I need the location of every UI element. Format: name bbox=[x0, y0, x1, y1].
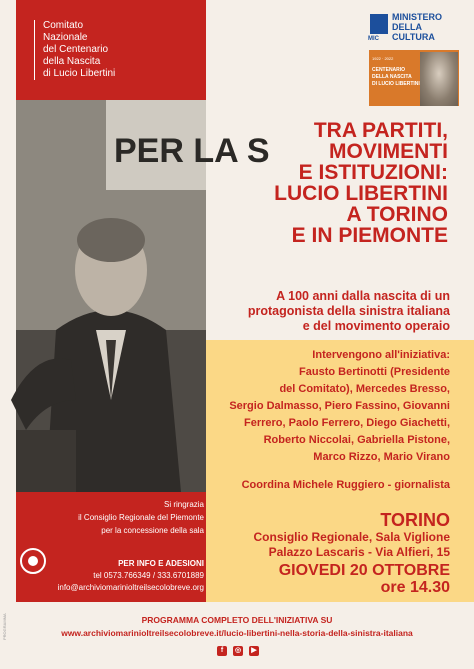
ministry-mic: MIC bbox=[368, 36, 379, 42]
social-icons bbox=[217, 646, 259, 656]
contact-info bbox=[40, 558, 204, 594]
thanks-line: il Consiglio Regionale del Piemonte bbox=[78, 513, 204, 522]
speakers-line: Roberto Niccolai, Gabriella Pistone, bbox=[263, 434, 450, 446]
speakers-line: del Comitato), Mercedes Bresso, bbox=[279, 383, 450, 395]
committee-line: Comitato bbox=[43, 20, 84, 31]
subtitle-line: A 100 anni dalla nascita di un bbox=[276, 289, 450, 303]
coordinator: Coordina Michele Ruggiero - giornalista bbox=[241, 479, 450, 491]
thanks-line: Si ringrazia bbox=[163, 500, 204, 509]
date-line: GIOVEDI 20 OTTOBRE bbox=[278, 562, 450, 579]
banner-text: PER LA S bbox=[114, 132, 270, 170]
speakers-list bbox=[212, 347, 450, 466]
footer-url[interactable]: www.archiviomarinioltreilsecolobreve.it/lucio-libertini-nella-storia-della-sinistra-italiana bbox=[61, 628, 413, 638]
centenary-portrait bbox=[420, 52, 458, 106]
instagram-icon[interactable]: ◎ bbox=[234, 647, 242, 654]
speakers-line: Fausto Bertinotti (Presidente bbox=[299, 366, 450, 378]
info-title: PER INFO E ADESIONI bbox=[118, 559, 204, 568]
headline-line: E ISTITUZIONI: bbox=[298, 161, 448, 184]
event-venue bbox=[212, 530, 450, 560]
footer-title: PROGRAMMA COMPLETO DELL'INIZIATIVA SU bbox=[141, 615, 333, 625]
centenary-line: DELLA NASCITA bbox=[372, 74, 412, 80]
info-phone[interactable]: tel 0573.766349 / 333.6701889 bbox=[93, 571, 204, 580]
centenary-line: DI LUCIO LIBERTINI bbox=[372, 81, 420, 87]
speakers-line: Intervengono all'iniziativa: bbox=[312, 349, 450, 361]
ministry-line: DELLA bbox=[392, 22, 422, 32]
subtitle bbox=[214, 289, 450, 334]
subtitle-line: protagonista della sinistra italiana bbox=[247, 304, 450, 318]
headline-line: E IN PIEMONTE bbox=[291, 224, 448, 247]
speakers-line: Sergio Dalmasso, Piero Fassino, Giovanni bbox=[229, 400, 450, 412]
info-email[interactable]: info@archiviomarinioltreilsecolobreve.org bbox=[57, 583, 204, 592]
speakers-line: Marco Rizzo, Mario Virano bbox=[313, 451, 450, 463]
committee-name bbox=[34, 20, 194, 80]
centenary-years: 1922 · 2022 bbox=[372, 56, 394, 61]
venue-line: Palazzo Lascaris - Via Alfieri, 15 bbox=[268, 545, 450, 559]
subtitle-line: e del movimento operaio bbox=[302, 319, 450, 333]
venue-line: Consiglio Regionale, Sala Viglione bbox=[253, 530, 450, 544]
thanks-line: per la concessione della sala bbox=[101, 526, 204, 535]
committee-line: di Lucio Libertini bbox=[43, 68, 116, 79]
centenary-line: CENTENARIO bbox=[372, 67, 406, 73]
headline-line: LUCIO LIBERTINI bbox=[274, 182, 448, 205]
event-date bbox=[212, 562, 450, 596]
speakers-line: Ferrero, Paolo Ferrero, Diego Giachetti, bbox=[244, 417, 450, 429]
ministry-name bbox=[392, 12, 442, 42]
committee-line: della Nascita bbox=[43, 56, 101, 67]
facebook-icon[interactable]: f bbox=[217, 646, 227, 656]
committee-line: del Centenario bbox=[43, 44, 109, 55]
ministry-line: CULTURA bbox=[392, 32, 435, 42]
time-line: ore 14.30 bbox=[380, 579, 450, 596]
ministry-logo-icon bbox=[370, 14, 388, 34]
thanks-note bbox=[40, 498, 204, 537]
committee-line: Nazionale bbox=[43, 32, 88, 43]
side-code: PROGRAMMA bbox=[2, 613, 7, 640]
headline bbox=[214, 120, 448, 246]
youtube-icon[interactable]: ▶ bbox=[249, 646, 259, 656]
ministry-line: MINISTERO bbox=[392, 12, 443, 22]
headline-line: TRA PARTITI, bbox=[313, 119, 448, 142]
event-city: TORINO bbox=[380, 510, 450, 530]
headline-line: A TORINO bbox=[346, 203, 448, 226]
portrait-photo bbox=[16, 100, 270, 492]
headline-line: MOVIMENTI bbox=[329, 140, 448, 163]
portrait-illustration bbox=[16, 100, 270, 492]
